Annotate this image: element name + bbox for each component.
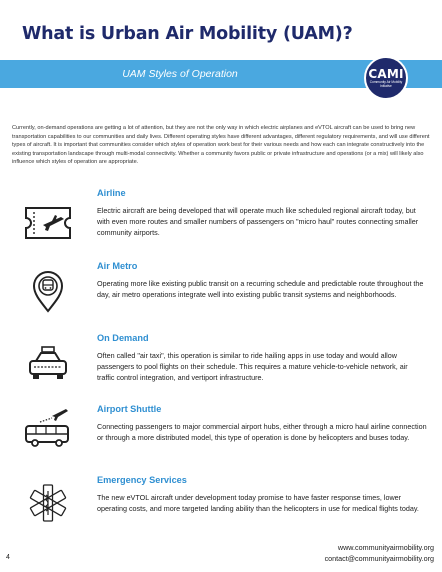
style-title-emergency-services: Emergency Services — [97, 475, 187, 485]
section-subtitle: UAM Styles of Operation — [122, 68, 238, 80]
taxi-icon — [22, 341, 74, 385]
intro-paragraph: Currently, on-demand operations are getting a lot of attention, but they are not the only way in which electric airplanes and eVTOL aircraft can be used to bring new transportation capabilities to our communities and daily lives. Different operating styles have different advantages, different regulatory requirements, and will use different types of aircraft. It is important that communities consider which styles of operation work best for their various needs and how each can integrate constructively into the existing transportation landscape through multi-modal connectivity. Whether a community favors public or private infrastructure and operations (or a mix) will likely also influence which styles of operation are appropriate. — [12, 125, 430, 166]
metro-pin-icon — [22, 269, 74, 313]
page-number: 4 — [6, 554, 10, 561]
style-title-air-metro: Air Metro — [97, 261, 138, 271]
plane-bus-icon — [22, 406, 74, 450]
style-description-airport-shuttle: Connecting passengers to major commercial airport hubs, either through a micro haul airline connection or through a more distributed model, this type of operation is done by helicopters and buses today. — [97, 422, 427, 442]
cami-logo — [364, 56, 408, 100]
style-title-airport-shuttle: Airport Shuttle — [97, 404, 162, 414]
contact-info — [325, 542, 434, 564]
style-title-on-demand: On Demand — [97, 333, 149, 343]
ticket-plane-icon — [22, 202, 74, 246]
page-title: What is Urban Air Mobility (UAM)? — [22, 24, 353, 44]
style-description-air-metro: Operating more like existing public transit on a recurring schedule and predictable route throughout the day, air metro operations integrate well into existing public transit systems and neighborhoods. — [97, 279, 424, 299]
style-description-emergency-services: The new eVTOL aircraft under development today promise to have faster response times, lower operating costs, and more targeted landing ability than the helicopters in use for medical flights today. — [97, 493, 419, 513]
star-of-life-icon — [22, 481, 74, 525]
style-title-airline: Airline — [97, 188, 126, 198]
email-link[interactable]: contact@communityairmobility.org — [324, 554, 434, 563]
website-link[interactable]: www.communityairmobility.org — [337, 543, 434, 552]
logo-wordmark: CAMI — [368, 67, 404, 81]
logo-tagline: Community Air Mobility Initiative — [369, 80, 403, 88]
style-description-airline: Electric aircraft are being developed that will operate much like scheduled regional aircraft today, but with even more routes and smaller numbers of passengers on "micro haul" routes connecting smaller community airports. — [97, 206, 419, 237]
style-description-on-demand: Often called "air taxi", this operation is similar to ride hailing apps in use today and would allow passengers to pool flights on their schedule. This requires a mature vehicle-to-vehicle network, air traffic control integration, and vertiport infrastructure. — [97, 351, 408, 382]
